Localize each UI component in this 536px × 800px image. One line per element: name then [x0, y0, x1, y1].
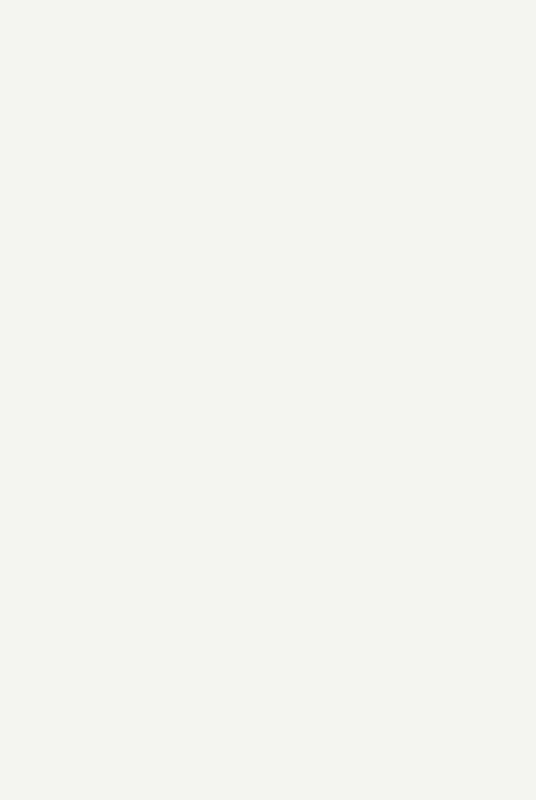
inline-note-hachiman	[158, 498, 184, 598]
head-note-lodging	[250, 60, 274, 116]
head-note-meeting	[226, 60, 250, 116]
head-note-kobe-sakai	[364, 82, 398, 174]
head-note-hostage	[54, 54, 108, 130]
